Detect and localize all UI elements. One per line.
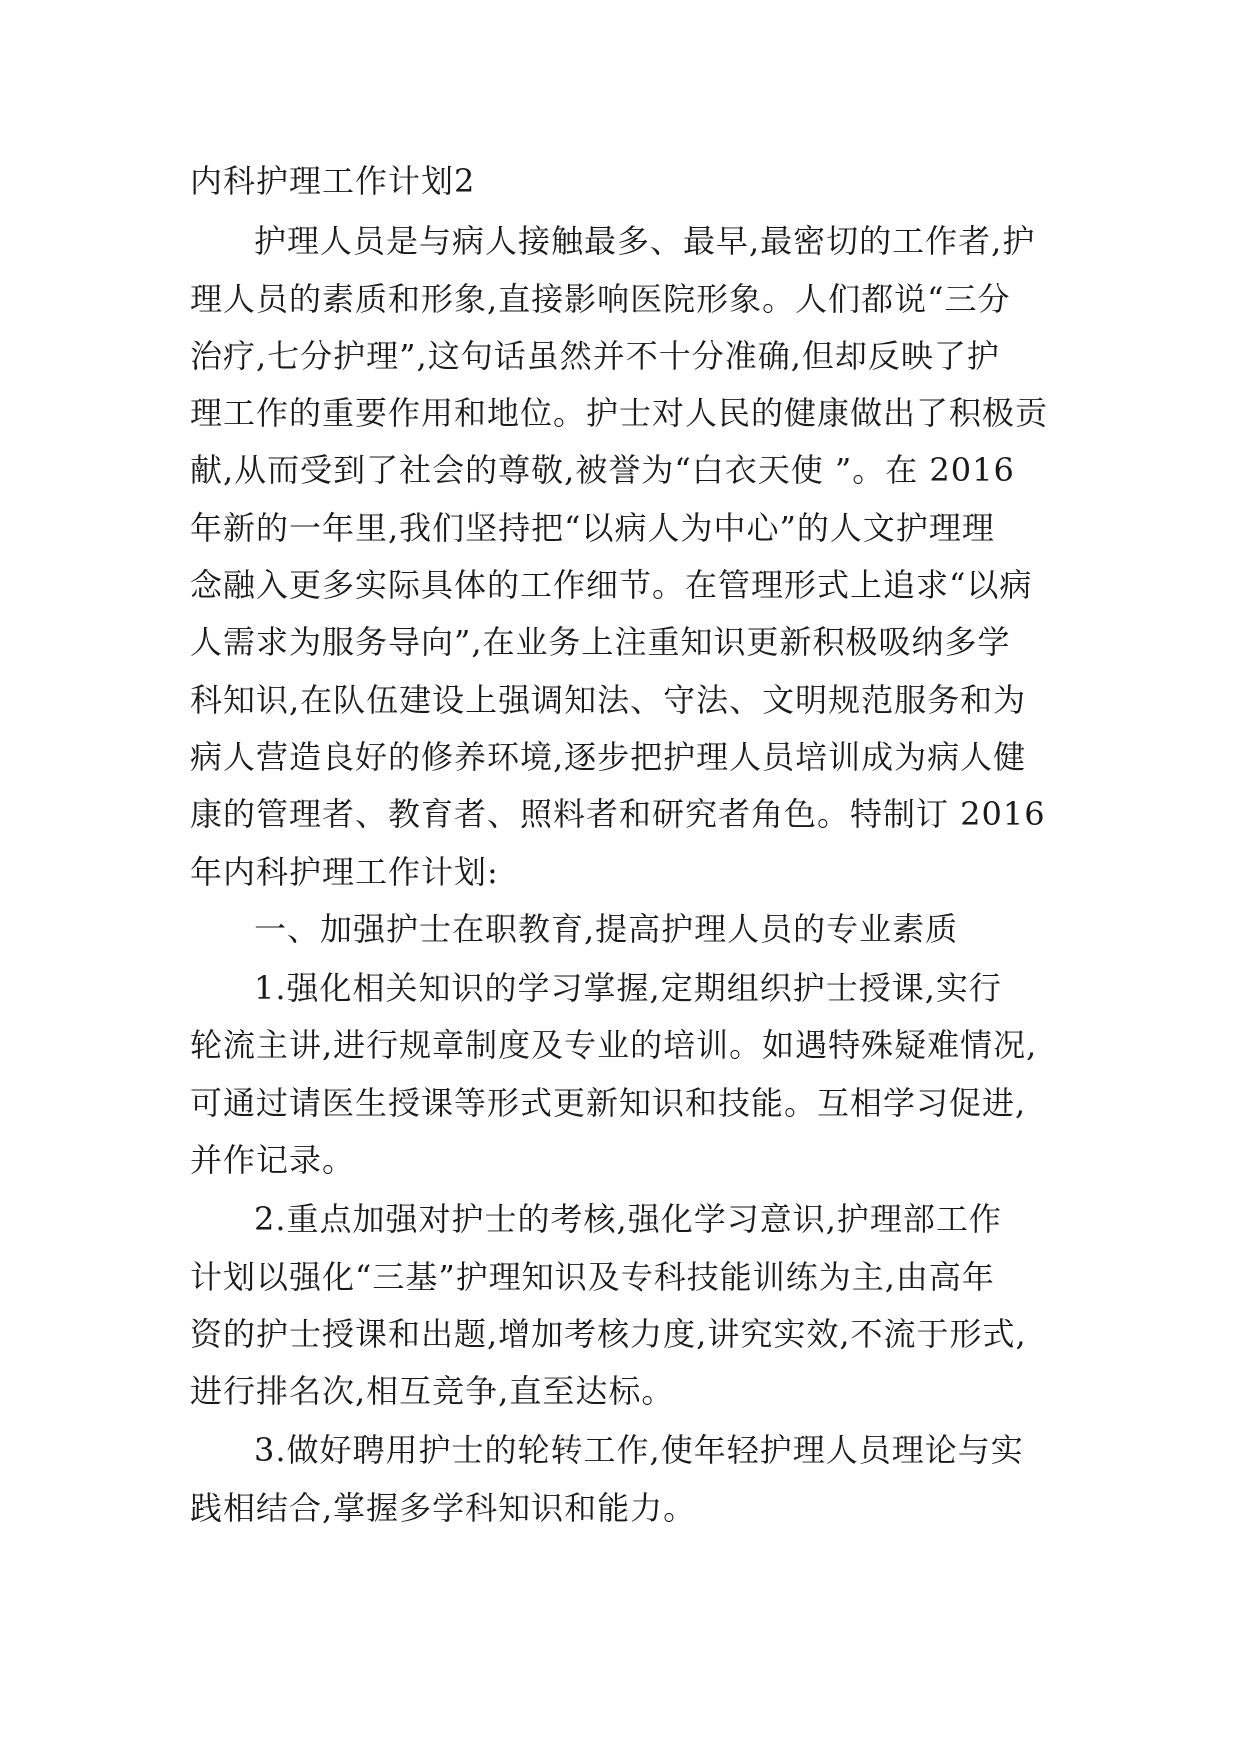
list-item-line: 资的护士授课和出题,增加考核力度,讲究实效,不流于形式, [190,1315,1027,1353]
document-title: 内科护理工作计划2 [190,162,476,200]
paragraph-line: 康的管理者、教育者、照料者和研究者角色。特制订 2016 [190,795,1046,833]
section-heading: 一、加强护士在职教育,提高护理人员的专业素质 [254,910,959,948]
paragraph-line: 治疗,七分护理”,这句话虽然并不十分准确,但却反映了护 [190,337,1000,375]
list-item-line: 1.强化相关知识的学习掌握,定期组织护士授课,实行 [254,969,1002,1007]
paragraph-line: 年新的一年里,我们坚持把“以病人为中心”的人文护理理 [190,509,995,547]
list-item-line: 计划以强化“三基”护理知识及专科技能训练为主,由高年 [190,1258,995,1296]
paragraph-line: 理人员的素质和形象,直接影响医院形象。人们都说“三分 [190,280,1011,318]
list-item-line: 轮流主讲,进行规章制度及专业的培训。如遇特殊疑难情况, [190,1026,1038,1064]
list-item-line: 3.做好聘用护士的轮转工作,使年轻护理人员理论与实 [254,1431,1024,1469]
paragraph-line: 年内科护理工作计划: [190,853,499,891]
paragraph-line: 念融入更多实际具体的工作细节。在管理形式上追求“以病 [190,566,1033,604]
list-item-line: 并作记录。 [190,1141,356,1179]
paragraph-line: 献,从而受到了社会的尊敬,被誉为“白衣天使 ”。在 2016 [190,451,1015,489]
paragraph-line: 科知识,在队伍建设上强调知法、守法、文明规范服务和为 [190,681,1027,719]
list-item-line: 2.重点加强对护士的考核,强化学习意识,护理部工作 [254,1200,1002,1238]
list-item-line: 进行排名次,相互竞争,直至达标。 [190,1372,675,1410]
paragraph-line: 护理人员是与病人接触最多、最早,最密切的工作者,护 [254,222,1036,260]
list-item-line: 践相结合,掌握多学科知识和能力。 [190,1489,697,1527]
paragraph-line: 理工作的重要作用和地位。护士对人民的健康做出了积极贡 [190,394,1049,432]
paragraph-line: 人需求为服务导向”,在业务上注重知识更新积极吸纳多学 [190,623,1011,661]
list-item-line: 可通过请医生授课等形式更新知识和技能。互相学习促进, [190,1084,1027,1122]
paragraph-line: 病人营造良好的修养环境,逐步把护理人员培训成为病人健 [190,738,1027,776]
